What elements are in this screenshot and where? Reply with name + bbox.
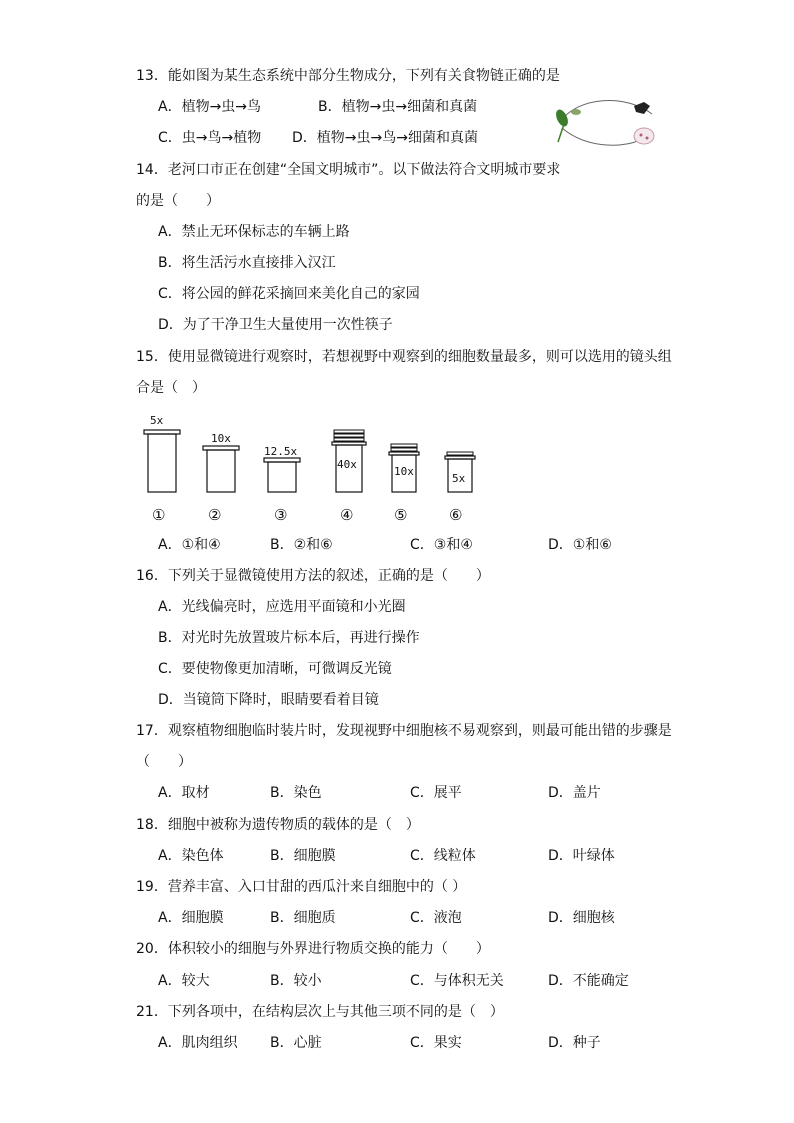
q20-stem: 20．体积较小的细胞与外界进行物质交换的能力（ ）: [136, 941, 490, 957]
q20-option-a: A．较大: [158, 973, 210, 989]
q14-option-d: D．为了干净卫生大量使用一次性筷子: [158, 317, 393, 333]
ecosystem-arrow-bottom: [562, 128, 644, 145]
q17-options: [158, 783, 678, 803]
plant-leaf-icon: [554, 108, 571, 129]
q14-stem-line-2: 的是（ ）: [136, 193, 220, 209]
q13-option-b: B．植物→虫→细菌和真菌: [318, 99, 478, 115]
q15-stem-line-1: 15．使用显微镜进行观察时，若想视野中观察到的细胞数量最多，则可以选用的镜头组: [136, 349, 672, 365]
q14-option-a: A．禁止无环保标志的车辆上路: [158, 224, 350, 240]
q16-option-d: D．当镜筒下降时，眼睛要看着目镜: [158, 692, 379, 708]
lens-1-eyepiece: [144, 414, 180, 524]
lens-1-magnification: 5x: [150, 414, 164, 427]
bird-icon: [634, 102, 650, 114]
q15-option-b: B．②和⑥: [270, 537, 333, 553]
q18-option-a: A．染色体: [158, 848, 224, 864]
q18-options: [158, 846, 678, 866]
lens-2-number: ②: [208, 506, 222, 524]
q15-option-d: D．①和⑥: [548, 537, 612, 553]
q19-options: [158, 908, 678, 928]
lens-2-eyepiece: [203, 432, 239, 524]
q20-options: [158, 971, 678, 991]
q21-options: [158, 1033, 678, 1053]
q19-option-c: C．液泡: [410, 910, 462, 926]
lens-3-number: ③: [274, 506, 288, 524]
q14-stem-line-1: 14．老河口市正在创建“全国文明城市”。以下做法符合文明城市要求: [136, 162, 561, 178]
q20-option-c: C．与体积无关: [410, 973, 504, 989]
lens-3-eyepiece: [264, 445, 300, 524]
lens-5-objective: [389, 444, 419, 524]
plant-stem-icon: [558, 124, 564, 142]
q19-option-d: D．细胞核: [548, 910, 615, 926]
q18-option-d: D．叶绿体: [548, 848, 615, 864]
lens-4-objective: [332, 430, 366, 524]
q17-option-a: A．取材: [158, 785, 210, 801]
q20-option-d: D．不能确定: [548, 973, 629, 989]
q15-stem-line-2: 合是（ ）: [136, 380, 206, 396]
q16-option-b: B．对光时先放置玻片标本后，再进行操作: [158, 630, 420, 646]
ecosystem-figure: [548, 92, 660, 154]
q21-option-c: C．果实: [410, 1035, 462, 1051]
q14-option-b: B．将生活污水直接排入汉江: [158, 255, 336, 271]
q16-option-c: C．要使物像更加清晰，可微调反光镜: [158, 661, 392, 677]
q16-option-a: A．光线偏亮时，应选用平面镜和小光圈: [158, 599, 406, 615]
q17-option-c: C．展平: [410, 785, 462, 801]
lens-5-magnification: 10x: [394, 465, 414, 478]
lens-figure: [138, 410, 488, 528]
lens-4-number: ④: [340, 506, 354, 524]
q17-stem-line-1: 17．观察植物细胞临时装片时，发现视野中细胞核不易观察到，则最可能出错的步骤是: [136, 723, 672, 739]
lens-5-number: ⑤: [394, 506, 408, 524]
q16-stem: 16．下列关于显微镜使用方法的叙述，正确的是（ ）: [136, 568, 490, 584]
q21-option-d: D．种子: [548, 1035, 601, 1051]
q15-option-a: A．①和④: [158, 537, 221, 553]
q21-option-a: A．肌肉组织: [158, 1035, 238, 1051]
q19-option-b: B．细胞质: [270, 910, 336, 926]
lens-2-magnification: 10x: [211, 432, 231, 445]
q13-option-d: D．植物→虫→鸟→细菌和真菌: [292, 130, 478, 146]
q17-option-d: D．盖片: [548, 785, 601, 801]
q19-option-a: A．细胞膜: [158, 910, 224, 926]
insect-icon: [571, 109, 581, 115]
bacteria-fungi-icon: [634, 128, 654, 144]
q18-option-b: B．细胞膜: [270, 848, 336, 864]
q15-options: [158, 535, 678, 555]
lens-6-number: ⑥: [449, 506, 463, 524]
lens-4-magnification: 40x: [337, 458, 357, 471]
lens-3-magnification: 12.5x: [264, 445, 298, 458]
q13-stem: 13．能如图为某生态系统中部分生物成分，下列有关食物链正确的是: [136, 68, 560, 84]
lens-1-number: ①: [152, 506, 166, 524]
q20-option-b: B．较小: [270, 973, 322, 989]
q18-option-c: C．线粒体: [410, 848, 476, 864]
q19-stem: 19．营养丰富、入口甘甜的西瓜汁来自细胞中的（ ）: [136, 879, 467, 895]
q15-option-c: C．③和④: [410, 537, 473, 553]
q21-option-b: B．心脏: [270, 1035, 322, 1051]
lens-6-objective: [445, 452, 475, 524]
lens-6-magnification: 5x: [452, 472, 466, 485]
q14-option-c: C．将公园的鲜花采摘回来美化自己的家园: [158, 286, 420, 302]
q18-stem: 18．细胞中被称为遗传物质的载体的是（ ）: [136, 817, 420, 833]
q13-option-a: A．植物→虫→鸟: [158, 99, 262, 115]
q21-stem: 21．下列各项中，在结构层次上与其他三项不同的是（ ）: [136, 1004, 504, 1020]
q17-option-b: B．染色: [270, 785, 322, 801]
q17-stem-line-2: （ ）: [136, 754, 192, 770]
q13-option-c: C．虫→鸟→植物: [158, 130, 262, 146]
